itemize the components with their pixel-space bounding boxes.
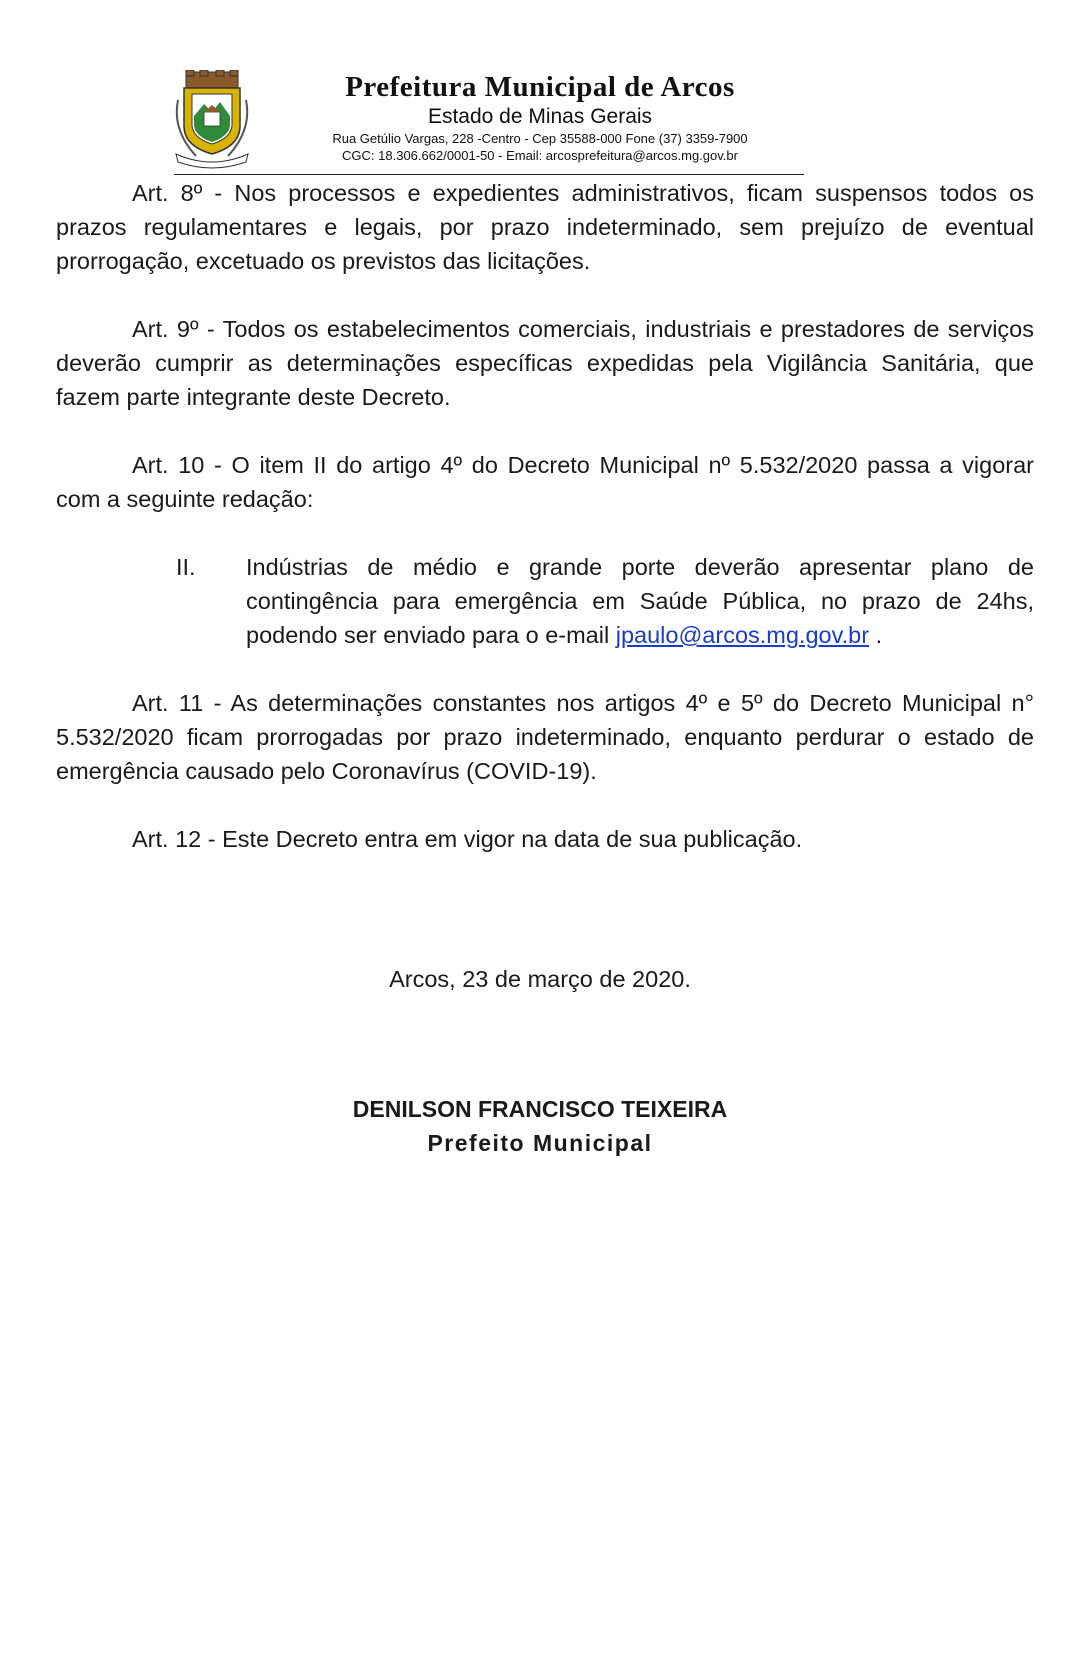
letterhead-text	[270, 70, 810, 164]
decree-body	[56, 176, 1034, 890]
article-12: Art. 12 - Este Decreto entra em vigor na data de sua publicação.	[132, 826, 803, 852]
article-9: Art. 9º - Todos os estabelecimentos comerciais, industriais e prestadores de serviços deverão cumprir as determinações específicas expedidas pela Vigilância Sanitária, que fazem parte integrante deste Decreto.	[56, 316, 1034, 410]
article-10-item	[56, 550, 1034, 652]
letterhead-address: Rua Getúlio Vargas, 228 -Centro - Cep 35588-000 Fone (37) 3359-7900	[332, 131, 748, 146]
letterhead-divider	[174, 174, 804, 175]
article-10: Art. 10 - O item II do artigo 4º do Decreto Municipal nº 5.532/2020 passa a vigorar com a seguinte redação:	[56, 452, 1034, 512]
item-text: Indústrias de médio e grande porte deverão apresentar plano de contingência para emergência em Saúde Pública, no prazo de 24hs, podendo ser enviado para o e-mail	[246, 554, 1034, 648]
signatory-role: Prefeito Municipal	[427, 1130, 653, 1156]
article-11: Art. 11 - As determinações constantes nos artigos 4º e 5º do Decreto Municipal n° 5.532/2020 ficam prorrogadas por prazo indeterminado, enquanto perdurar o estado de emergência causado pelo Coronavírus (COVID-19).	[56, 690, 1034, 784]
letterhead-state: Estado de Minas Gerais	[427, 105, 653, 128]
item-number: II.	[176, 554, 196, 580]
letterhead-cgc: CGC: 18.306.662/0001-50 - Email: arcosprefeitura@arcos.mg.gov.br	[342, 148, 738, 163]
signatory-name: DENILSON FRANCISCO TEIXEIRA	[352, 1096, 728, 1122]
municipal-coat-of-arms-icon	[170, 70, 254, 170]
article-8: Art. 8º - Nos processos e expedientes administrativos, ficam suspensos todos os prazos regulamentares e legais, por prazo indeterminado, sem prejuízo de eventual prorrogação, excetuado os previstos das licitações.	[56, 180, 1034, 274]
date-line: Arcos, 23 de março de 2020.	[389, 966, 691, 992]
letterhead-title: Prefeitura Municipal de Arcos	[345, 71, 735, 103]
email-link[interactable]: jpaulo@arcos.mg.gov.br	[615, 622, 870, 648]
item-tail: .	[869, 622, 883, 648]
letterhead	[170, 64, 810, 176]
item-text-block	[246, 550, 1034, 652]
